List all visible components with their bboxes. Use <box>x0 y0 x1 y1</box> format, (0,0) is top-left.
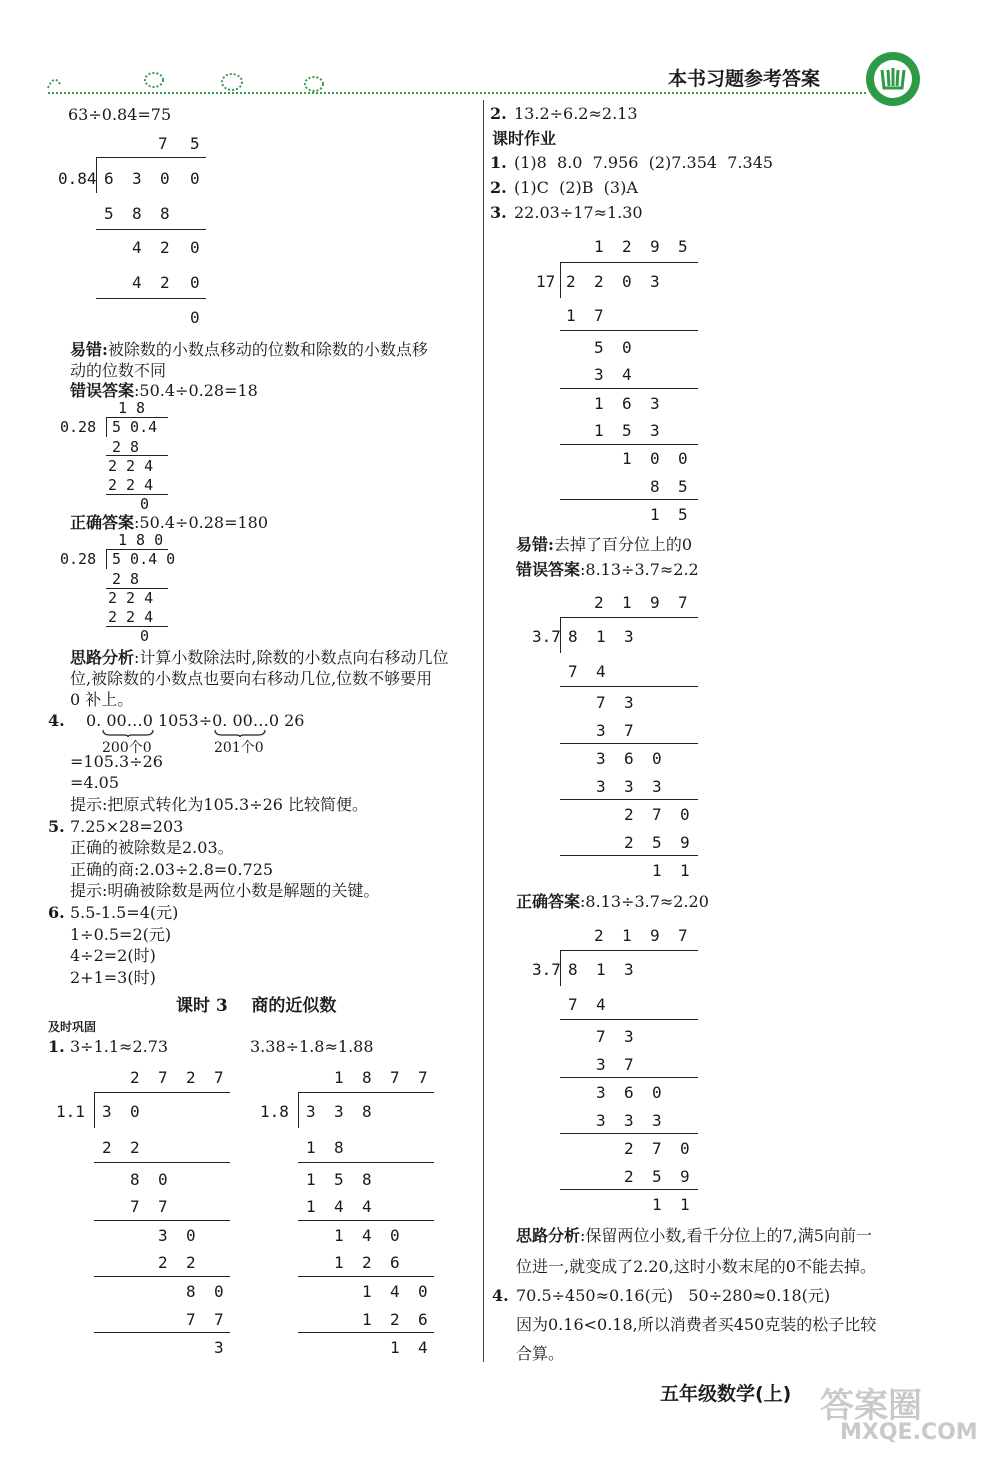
yicuo-1b: 动的位数不同 <box>70 361 167 380</box>
ld2-quotient: 1 8 <box>118 399 146 417</box>
ld6-q2: 2 <box>622 237 632 256</box>
ld8-r7b: 5 <box>652 1167 662 1186</box>
ld8-q1: 2 <box>594 926 604 945</box>
ld7-d1: 8 <box>568 627 578 646</box>
q1-b: 3.38÷1.8≈1.88 <box>250 1037 374 1056</box>
ld8-q3: 9 <box>650 926 660 945</box>
ld4-r1b: 2 <box>130 1138 140 1157</box>
ld7-r3b: 7 <box>624 721 634 740</box>
ld5-r5c: 6 <box>390 1253 400 1272</box>
ld5-r4c: 0 <box>390 1226 400 1245</box>
ld6-r7b: 5 <box>678 477 688 496</box>
r-q4-line3: 合算。 <box>516 1344 565 1363</box>
ld6-r4c: 3 <box>650 394 660 413</box>
h2-number: 2. <box>490 178 507 197</box>
ld4-q1: 2 <box>130 1068 140 1087</box>
ld8-r1b: 4 <box>596 995 606 1014</box>
ld7-r4a: 3 <box>596 749 606 768</box>
silu-1b: 位,被除数的小数点也要向右移动几位,位数不够要用 <box>70 669 433 688</box>
ld1-d2: 3 <box>132 169 142 188</box>
ld1-r3a: 4 <box>132 273 142 292</box>
q6-line3: 4÷2=2(时) <box>70 946 156 965</box>
wrong-answer-1: 错误答案:50.4÷0.28=18 <box>70 381 258 400</box>
ld4-r8: 3 <box>214 1338 224 1357</box>
ld7-r6c: 0 <box>680 805 690 824</box>
ld6-r2a: 5 <box>594 338 604 357</box>
q6-number: 6. <box>48 903 65 922</box>
ld5-r6c: 0 <box>418 1282 428 1301</box>
ld8-r3b: 7 <box>624 1055 634 1074</box>
ld5-r8a: 1 <box>390 1338 400 1357</box>
ld2-row1: 2 8 <box>112 438 140 456</box>
header-decoration <box>44 68 344 100</box>
right-answer-1: 正确答案:50.4÷0.28=180 <box>70 513 269 532</box>
ld7-r2a: 7 <box>596 693 606 712</box>
ld4-q4: 7 <box>214 1068 224 1087</box>
ld1-r2a: 4 <box>132 238 142 257</box>
q6-line2: 1÷0.5=2(元) <box>70 925 172 944</box>
ld6-r6c: 0 <box>678 449 688 468</box>
ld6-r1a: 1 <box>566 306 576 325</box>
ld4-d1: 3 <box>102 1102 112 1121</box>
watermark-url: MXQE.COM <box>840 1420 978 1445</box>
ld1-q1: 7 <box>158 134 168 153</box>
q4-brace-2: 201个0 <box>214 729 266 757</box>
ld4-r7b: 7 <box>214 1310 224 1329</box>
ld7-q2: 1 <box>622 593 632 612</box>
h3-number: 3. <box>490 203 507 222</box>
ld4-r5b: 2 <box>186 1253 196 1272</box>
ld5-r7b: 2 <box>390 1310 400 1329</box>
ld8-r7a: 2 <box>624 1167 634 1186</box>
footer-book-title: 五年级数学(上) <box>660 1383 792 1405</box>
ld7-r6a: 2 <box>624 805 634 824</box>
r-silu-1: 思路分析:保留两位小数,看千分位上的7,满5向前一 <box>516 1226 872 1245</box>
ld3-row3: 2 2 4 <box>108 608 154 626</box>
ld8-r2a: 7 <box>596 1027 606 1046</box>
ld5-r6a: 1 <box>362 1282 372 1301</box>
q4-brace-1: 200个0 <box>102 729 154 757</box>
ld2-dividend: 5 0.4 <box>112 418 158 436</box>
ld1-d3: 0 <box>160 169 170 188</box>
ld8-r6a: 2 <box>624 1139 634 1158</box>
ld5-r4a: 1 <box>334 1226 344 1245</box>
ld8-r5b: 3 <box>624 1111 634 1130</box>
ld1-r3b: 2 <box>160 273 170 292</box>
ld5-q2: 8 <box>362 1068 372 1087</box>
ld7-divisor: 3.7 <box>532 627 561 646</box>
r-yicuo: 易错:去掉了百分位上的0 <box>516 535 693 554</box>
ld4-r5a: 2 <box>158 1253 168 1272</box>
h2: (1)C (2)B (3)A <box>514 178 638 197</box>
ld5-r2c: 8 <box>362 1170 372 1189</box>
ld6-r5c: 3 <box>650 421 660 440</box>
ld8-r5c: 3 <box>652 1111 662 1130</box>
ld4-r6a: 8 <box>186 1282 196 1301</box>
q1-a: 3÷1.1≈2.73 <box>70 1037 169 1056</box>
ld1-r1c: 8 <box>160 204 170 223</box>
ld5-r1b: 8 <box>334 1138 344 1157</box>
r-q2-number: 2. <box>490 104 507 123</box>
lesson-title: 课时 3 商的近似数 <box>176 996 337 1016</box>
ld6-q1: 1 <box>594 237 604 256</box>
ld7-q1: 2 <box>594 593 604 612</box>
h3: 22.03÷17≈1.30 <box>514 203 643 222</box>
r-q4-line2: 因为0.16<0.18,所以消费者买450克装的松子比较 <box>516 1315 877 1334</box>
ld6-r5a: 1 <box>594 421 604 440</box>
ld5-r7a: 1 <box>362 1310 372 1329</box>
silu-1c: 0 补上。 <box>70 690 134 709</box>
ld8-r8a: 1 <box>652 1195 662 1214</box>
ld4-r7a: 7 <box>186 1310 196 1329</box>
ld8-d1: 8 <box>568 960 578 979</box>
header-title: 本书习题参考答案 <box>668 68 821 90</box>
ld6-d2: 2 <box>594 272 604 291</box>
ld7-r5c: 3 <box>652 777 662 796</box>
book-logo-icon <box>866 52 920 106</box>
ld7-r6b: 7 <box>652 805 662 824</box>
ld1-r1a: 5 <box>104 204 114 223</box>
ld4-r2b: 0 <box>158 1170 168 1189</box>
q4-hint: 提示:把原式转化为105.3÷26 比较简便。 <box>70 795 369 814</box>
ld4-r2a: 8 <box>130 1170 140 1189</box>
ld8-r7c: 9 <box>680 1167 690 1186</box>
ld1-r1b: 8 <box>132 204 142 223</box>
ld7-r1b: 4 <box>596 662 606 681</box>
ld7-r7a: 2 <box>624 833 634 852</box>
ld6-r5b: 5 <box>622 421 632 440</box>
section-jishi: 及时巩固 <box>48 1020 97 1034</box>
ld5-r5a: 1 <box>334 1253 344 1272</box>
ld4-r6b: 0 <box>214 1282 224 1301</box>
ld6-r6b: 0 <box>650 449 660 468</box>
ld7-d3: 3 <box>624 627 634 646</box>
ld3-divisor: 0.28 <box>60 550 97 568</box>
ld6-r3b: 4 <box>622 365 632 384</box>
ld5-r7c: 6 <box>418 1310 428 1329</box>
ld1-d1: 6 <box>104 169 114 188</box>
q5-line1: 7.25×28=203 <box>70 817 184 836</box>
ld8-r4c: 0 <box>652 1083 662 1102</box>
ld1-r2c: 0 <box>190 238 200 257</box>
ld7-r5b: 3 <box>624 777 634 796</box>
ld7-r4b: 6 <box>624 749 634 768</box>
ld6-r4b: 6 <box>622 394 632 413</box>
q5-line2: 正确的被除数是2.03。 <box>70 838 234 857</box>
ld4-q2: 7 <box>158 1068 168 1087</box>
ld5-r1a: 1 <box>306 1138 316 1157</box>
ld5-d3: 8 <box>362 1102 372 1121</box>
r-q4-line1: 70.5÷450≈0.16(元) 50÷280≈0.18(元) <box>516 1286 831 1305</box>
ld4-r1a: 2 <box>102 1138 112 1157</box>
ld6-r4a: 1 <box>594 394 604 413</box>
ld8-d2: 1 <box>596 960 606 979</box>
ld6-d4: 3 <box>650 272 660 291</box>
ld3-row2: 2 2 4 <box>108 589 154 607</box>
r-wrong-answer: 错误答案:8.13÷3.7≈2.2 <box>516 560 699 579</box>
yicuo-1: 易错:被除数的小数点移动的位数和除数的小数点移 <box>70 340 428 359</box>
q4-expression: 0. 00…0 1053÷0. 00…0 26 <box>86 711 305 730</box>
ld7-q3: 9 <box>650 593 660 612</box>
ld7-r5a: 3 <box>596 777 606 796</box>
ld5-q4: 7 <box>418 1068 428 1087</box>
ld7-d2: 1 <box>596 627 606 646</box>
ld1-q2: 5 <box>190 134 200 153</box>
ld5-r6b: 4 <box>390 1282 400 1301</box>
ld8-r4b: 6 <box>624 1083 634 1102</box>
ld1-r2b: 2 <box>160 238 170 257</box>
ld8-r8b: 1 <box>680 1195 690 1214</box>
ld6-r6a: 1 <box>622 449 632 468</box>
ld6-r7a: 8 <box>650 477 660 496</box>
ld5-r2a: 1 <box>306 1170 316 1189</box>
r-q2: 13.2÷6.2≈2.13 <box>514 104 638 123</box>
watermark-logo: 答案圈 <box>820 1386 922 1426</box>
ld8-r2b: 3 <box>624 1027 634 1046</box>
r-q4-number: 4. <box>492 1286 509 1305</box>
ld1-r3c: 0 <box>190 273 200 292</box>
ld6-r8b: 5 <box>678 505 688 524</box>
ld3-row4: 0 <box>140 627 150 645</box>
ld4-r4a: 3 <box>158 1226 168 1245</box>
ld5-r3c: 4 <box>362 1197 372 1216</box>
ld5-r3a: 1 <box>306 1197 316 1216</box>
ld2-row3: 2 2 4 <box>108 476 154 494</box>
ld6-d1: 2 <box>566 272 576 291</box>
ld6-q4: 5 <box>678 237 688 256</box>
ld8-d3: 3 <box>624 960 634 979</box>
ld7-r4c: 0 <box>652 749 662 768</box>
ld4-divisor: 1.1 <box>56 1102 85 1121</box>
eq-63: 63÷0.84=75 <box>68 105 172 124</box>
ld4-r3b: 7 <box>158 1197 168 1216</box>
ld1-r4: 0 <box>190 308 200 327</box>
ld7-q4: 7 <box>678 593 688 612</box>
ld5-r2b: 5 <box>334 1170 344 1189</box>
ld4-r4b: 0 <box>186 1226 196 1245</box>
ld6-r1b: 7 <box>594 306 604 325</box>
ld8-r6c: 0 <box>680 1139 690 1158</box>
h1: (1)8 8.0 7.956 (2)7.354 7.345 <box>514 153 774 172</box>
ld8-q4: 7 <box>678 926 688 945</box>
h1-number: 1. <box>490 153 507 172</box>
ld2-row4: 0 <box>140 495 150 513</box>
ld6-r2b: 0 <box>622 338 632 357</box>
ld8-r6b: 7 <box>652 1139 662 1158</box>
ld8-q2: 1 <box>622 926 632 945</box>
ld5-r3b: 4 <box>334 1197 344 1216</box>
ld5-q1: 1 <box>334 1068 344 1087</box>
ld6-divisor: 17 <box>536 272 556 291</box>
ld1-d4: 0 <box>190 169 200 188</box>
ld7-r1a: 7 <box>568 662 578 681</box>
ld4-q3: 2 <box>186 1068 196 1087</box>
ld2-divisor: 0.28 <box>60 418 97 436</box>
q4-line2: =105.3÷26 <box>70 752 163 771</box>
ld6-q3: 9 <box>650 237 660 256</box>
ld5-q3: 7 <box>390 1068 400 1087</box>
ld1-divisor: 0.84 <box>58 169 97 188</box>
q6-line1: 5.5-1.5=4(元) <box>70 903 179 922</box>
ld7-r7c: 9 <box>680 833 690 852</box>
ld3-row1: 2 8 <box>112 570 140 588</box>
ld5-r8b: 4 <box>418 1338 428 1357</box>
q5-number: 5. <box>48 817 65 836</box>
q6-line4: 2+1=3(时) <box>70 968 156 987</box>
ld3-dividend: 5 0.4 0 <box>112 550 176 568</box>
ld5-divisor: 1.8 <box>260 1102 289 1121</box>
ld5-d2: 3 <box>334 1102 344 1121</box>
ld7-r8a: 1 <box>652 861 662 880</box>
ld6-r8a: 1 <box>650 505 660 524</box>
q4-number: 4. <box>48 711 65 730</box>
r-right-answer: 正确答案:8.13÷3.7≈2.20 <box>516 892 709 911</box>
q5-hint: 提示:明确被除数是两位小数是解题的关键。 <box>70 881 380 900</box>
ld6-r3a: 3 <box>594 365 604 384</box>
ld5-d1: 3 <box>306 1102 316 1121</box>
ld5-r4b: 4 <box>362 1226 372 1245</box>
ld4-d2: 0 <box>130 1102 140 1121</box>
silu-1: 思路分析:计算小数除法时,除数的小数点向右移动几位 <box>70 648 449 667</box>
ld7-r2b: 3 <box>624 693 634 712</box>
ld8-divisor: 3.7 <box>532 960 561 979</box>
ld7-r7b: 5 <box>652 833 662 852</box>
r-silu-2: 位进一,就变成了2.20,这时小数末尾的0不能去掉。 <box>516 1257 876 1276</box>
ld8-r4a: 3 <box>596 1083 606 1102</box>
q5-line3: 正确的商:2.03÷2.8=0.725 <box>70 860 274 879</box>
ld2-row2: 2 2 4 <box>108 457 154 475</box>
ld8-r5a: 3 <box>596 1111 606 1130</box>
ld8-r1a: 7 <box>568 995 578 1014</box>
ld5-r5b: 2 <box>362 1253 372 1272</box>
q4-line3: =4.05 <box>70 773 120 792</box>
ld3-quotient: 1 8 0 <box>118 531 164 549</box>
ld8-r3a: 3 <box>596 1055 606 1074</box>
ld4-r3a: 7 <box>130 1197 140 1216</box>
column-divider <box>483 100 484 1362</box>
q1-number: 1. <box>48 1037 65 1056</box>
ld7-r8b: 1 <box>680 861 690 880</box>
ld6-d3: 0 <box>622 272 632 291</box>
ld7-r3a: 3 <box>596 721 606 740</box>
homework-heading: 课时作业 <box>492 129 557 148</box>
